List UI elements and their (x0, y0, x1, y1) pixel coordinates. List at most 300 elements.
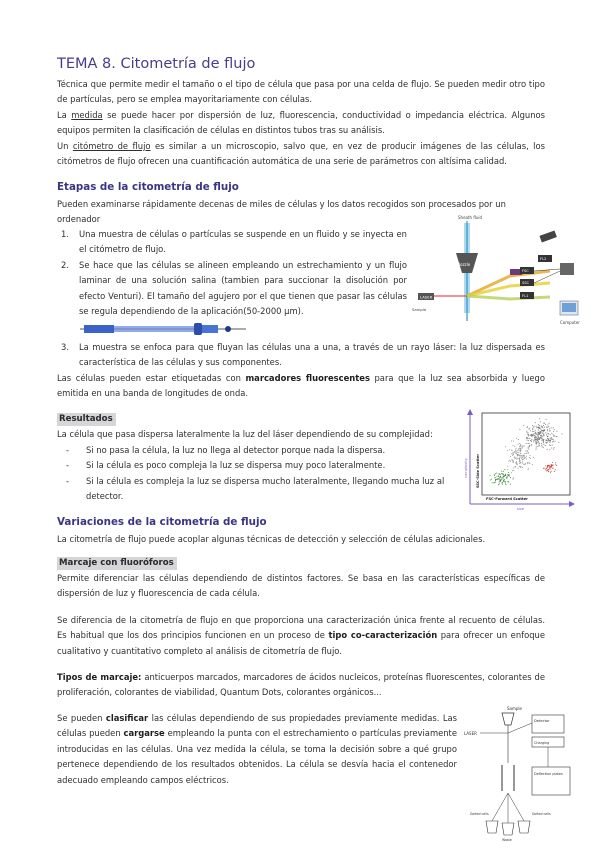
scatter-point (520, 462, 521, 463)
scatter-point (537, 440, 538, 441)
scatter-point (521, 455, 522, 456)
scatter-point (525, 457, 526, 458)
scatter-point (543, 442, 544, 443)
scatter-point (518, 455, 519, 456)
scatter-point (519, 458, 520, 459)
scatter-point (528, 435, 529, 436)
scatter-point (551, 439, 552, 440)
scatter-point (511, 459, 512, 460)
scatter-point (541, 445, 542, 446)
scatter-point (517, 458, 518, 459)
sorter-laser-label: LASER (464, 731, 477, 736)
scatter-point (527, 462, 528, 463)
sorter-charge-label: Charging (534, 741, 550, 745)
scatter-point (547, 440, 548, 441)
scatter-point (514, 452, 515, 453)
scatter-point (522, 463, 523, 464)
scatter-point (541, 440, 542, 441)
scatter-point (528, 443, 529, 444)
scatter-point (513, 479, 514, 480)
etapas-step (57, 227, 407, 258)
scatter-point (543, 444, 544, 445)
text-run: Se diferencia de la citometría de flujo en que proporciona una caracterización única frente al recuento de células. Es habitual que los dos principios funcionen en un proceso de (57, 615, 545, 641)
scatter-point (550, 469, 551, 470)
scatter-point (551, 427, 552, 428)
scatter-point (500, 474, 501, 475)
scatter-point (520, 460, 521, 461)
scatter-plot-figure (462, 408, 577, 513)
scatter-point (518, 448, 519, 449)
scatter-point (519, 461, 520, 462)
scatter-point (553, 434, 554, 435)
scatter-point (497, 479, 498, 480)
scatter-point (527, 450, 528, 451)
sorter-detector-label: Detector (534, 719, 550, 723)
scatter-point (527, 451, 528, 452)
scatter-point (504, 476, 505, 477)
sorter-right-label: Sorted cells (532, 812, 551, 816)
scatter-point (529, 463, 530, 464)
scatter-point (505, 475, 506, 476)
scatter-point (537, 438, 538, 439)
scatter-point (518, 452, 519, 453)
scatter-point (519, 460, 520, 461)
resultados-list (57, 443, 462, 505)
text-run: se puede hacer por dispersión de luz, fluorescencia, conductividad o impedancia eléctrica. Algunos equipos permiten la clasificación de células en distintos tubos tras su análisis. (57, 109, 545, 136)
scatter-point (529, 429, 530, 430)
scatter-point (528, 468, 529, 469)
scatter-point (533, 442, 534, 443)
scatter-point (546, 434, 547, 435)
scatter-point (516, 438, 517, 439)
scatter-point (495, 480, 496, 481)
scatter-point (509, 474, 510, 475)
scatter-point (546, 419, 547, 420)
scatter-point (546, 440, 547, 441)
scatter-point (507, 476, 508, 477)
underlined-term: medida (71, 109, 103, 120)
scatter-point (523, 456, 524, 457)
cell-sorter-diagram (462, 703, 582, 843)
scatter-point (533, 440, 534, 441)
scatter-point (503, 480, 504, 481)
label-ssc: SSC (522, 281, 530, 285)
etapas-lead: Pueden examinarse rápidamente decenas de miles de células y los datos recogidos son procesados por un ordenador (57, 199, 506, 225)
scatter-point (512, 470, 513, 471)
scatter-point (499, 477, 500, 478)
scatter-point (532, 464, 533, 465)
scatter-point (526, 431, 527, 432)
etapas-steps-list-continued (57, 340, 545, 371)
scatter-point (524, 453, 525, 454)
scatter-point (542, 433, 543, 434)
label-sample: Sample (412, 307, 427, 312)
scatter-point (539, 439, 540, 440)
scatter-point (519, 466, 520, 467)
scatter-point (558, 442, 559, 443)
scatter-point (513, 468, 514, 469)
scatter-point (531, 439, 532, 440)
scatter-point (543, 428, 544, 429)
scatter-point (521, 453, 522, 454)
scatter-point (510, 477, 511, 478)
label-fl2: FL2 (540, 257, 547, 261)
scatter-point (553, 431, 554, 432)
scatter-point (552, 445, 553, 446)
scatter-point (498, 476, 499, 477)
label-sheath: Sheath fluid (458, 215, 483, 220)
scatter-point (554, 429, 555, 430)
scatter-point (552, 439, 553, 440)
scatter-point (514, 456, 515, 457)
scatter-point (542, 446, 543, 447)
scatter-point (546, 471, 547, 472)
scatter-point (538, 429, 539, 430)
scatter-point (501, 483, 502, 484)
scatter-point (555, 469, 556, 470)
sorter-sample-label: Sample (507, 706, 522, 711)
scatter-point (495, 473, 496, 474)
scatter-point (505, 483, 506, 484)
scatter-point (542, 427, 543, 428)
scatter-point (501, 480, 502, 481)
scatter-point (505, 446, 506, 447)
scatter-point (546, 470, 547, 471)
scatter-point (547, 442, 548, 443)
flow-cytometer-diagram (410, 211, 592, 331)
scatter-point (555, 464, 556, 465)
scatter-point (542, 436, 543, 437)
scatter-point (514, 457, 515, 458)
sorter-left-label: Sorted cells (470, 812, 489, 816)
scatter-point (502, 478, 503, 479)
scatter-point (536, 446, 537, 447)
list-item-text: Si la célula es poco compleja la luz se dispersa muy poco lateralmente. (86, 460, 386, 471)
scatter-point (501, 479, 502, 480)
scatter-point (513, 445, 514, 446)
scatter-point (528, 452, 529, 453)
scatter-point (497, 476, 498, 477)
scatter-point (517, 450, 518, 451)
scatter-point (528, 469, 529, 470)
scatter-point (523, 459, 524, 460)
scatter-point (518, 454, 519, 455)
text-run: Las células pueden estar etiquetadas con (57, 373, 246, 383)
scatter-point (553, 449, 554, 450)
scatter-point (511, 441, 512, 442)
scatter-point (543, 440, 544, 441)
scatter-point (501, 477, 502, 478)
scatter-point (521, 446, 522, 447)
scatter-point (515, 462, 516, 463)
scatter-point (491, 479, 492, 480)
scatter-point (542, 430, 543, 431)
scatter-point (501, 473, 502, 474)
scatter-point (520, 444, 521, 445)
bold-term: clasificar (105, 713, 149, 723)
scatter-point (540, 438, 541, 439)
scatter-point (547, 449, 548, 450)
scatter-point (519, 443, 520, 444)
scatter-point (532, 431, 533, 432)
scatter-point (554, 471, 555, 472)
scatter-point (518, 468, 519, 469)
scatter-point (530, 440, 531, 441)
scatter-point (549, 468, 550, 469)
scatter-point (510, 456, 511, 457)
step-text: Una muestra de células o partículas se suspende en un fluido y se inyecta en el citómetro de flujo. (79, 229, 407, 255)
scatter-point (550, 430, 551, 431)
scatter-point (538, 436, 539, 437)
scatter-point (504, 481, 505, 482)
scatter-point (498, 474, 499, 475)
scatter-point (531, 444, 532, 445)
scatter-point (547, 436, 548, 437)
scatter-point (494, 482, 495, 483)
scatter-point (513, 461, 514, 462)
scatter-point (547, 427, 548, 428)
step-number: 2. (61, 259, 69, 270)
scatter-point (551, 438, 552, 439)
scatter-point (527, 434, 528, 435)
scatter-point (529, 428, 530, 429)
scatter-point (516, 459, 517, 460)
scatter-point (553, 467, 554, 468)
intro-paragraph-1: Técnica que permite medir el tamaño o el tipo de célula que pasa por una celda de flujo. Se pueden medir otro tipo de partículas, pero se emplea mayoritariamente con células. (57, 79, 545, 105)
scatter-point (540, 431, 541, 432)
page-title: TEMA 8. Citometría de flujo (57, 56, 256, 72)
list-item-text: Si la célula es compleja la luz se dispersa mucho lateralmente, llegando mucha luz al detector. (86, 475, 445, 502)
scatter-point (536, 443, 537, 444)
scatter-point (496, 473, 497, 474)
scatter-point (553, 441, 554, 442)
scatter-point (539, 418, 540, 419)
scatter-point (520, 456, 521, 457)
bold-term: tipo co-caracterización (328, 630, 438, 641)
scatter-point (535, 430, 536, 431)
scatter-point (531, 445, 532, 446)
scatter-point (519, 429, 520, 430)
label-fl1: FL1 (522, 294, 529, 298)
scatter-point (507, 466, 508, 467)
step-text: Se hace que las células se alineen empleando un estrechamiento y un flujo laminar de una solución salina (tambien para succionar la disolución por efecto Venturi). El tamaño del agujero por el que tienen que pasar las células se regula dependiendo de la aplicación(50-2000 µm). (79, 259, 407, 317)
scatter-point (553, 427, 554, 428)
scatter-point (555, 462, 556, 463)
scatter-point (506, 484, 507, 485)
scatter-point (548, 471, 549, 472)
scatter-point (536, 449, 537, 450)
scatter-point (543, 433, 544, 434)
scatter-point (527, 437, 528, 438)
section-heading-resultados: Resultados (57, 413, 116, 426)
scatter-point (503, 477, 504, 478)
scatter-point (538, 433, 539, 434)
scatter-point (538, 446, 539, 447)
scatter-point (508, 475, 509, 476)
intro-paragraph-3 (57, 139, 545, 170)
scatter-point (528, 448, 529, 449)
scatter-point (554, 436, 555, 437)
scatter-xlabel: FSC-Forward Scatter (486, 497, 528, 501)
scatter-point (554, 447, 555, 448)
scatter-point (527, 440, 528, 441)
scatter-point (539, 428, 540, 429)
scatter-point (541, 426, 542, 427)
scatter-point (528, 438, 529, 439)
scatter-point (523, 446, 524, 447)
scatter-point (505, 474, 506, 475)
step-number: 3. (61, 342, 69, 352)
scatter-point (531, 441, 532, 442)
text-run: las células dependiendo de sus propiedades previamente medidas. Las células pueden (57, 713, 457, 739)
scatter-point (551, 448, 552, 449)
scatter-point (528, 453, 529, 454)
section-heading-marcaje: Marcaje con fluoróforos (57, 557, 177, 570)
scatter-point (532, 435, 533, 436)
scatter-point (509, 449, 510, 450)
list-item: - Si la célula es poco compleja la luz se dispersa muy poco lateralmente. (66, 460, 386, 471)
scatter-point (543, 425, 544, 426)
scatter-point (545, 445, 546, 446)
scatter-point (532, 425, 533, 426)
scatter-point (498, 478, 499, 479)
scatter-point (546, 443, 547, 444)
scatter-point (533, 427, 534, 428)
scatter-point (522, 467, 523, 468)
scatter-point (508, 461, 509, 462)
scatter-point (544, 423, 545, 424)
text-run: para que la luz sea absorbida y luego emitida en una banda de longitudes de onda. (57, 373, 545, 399)
scatter-y-axis-label: complexity (464, 458, 468, 478)
resultados-lead: La célula que pasa dispersa lateralmente la luz del láser dependiendo de su complejidad: (57, 429, 433, 439)
scatter-point (520, 451, 521, 452)
marcaje-paragraph-2 (57, 613, 545, 659)
scatter-point (545, 432, 546, 433)
scatter-point (549, 449, 550, 450)
scatter-point (528, 433, 529, 434)
scatter-point (536, 439, 537, 440)
scatter-point (520, 445, 521, 446)
scatter-point (528, 436, 529, 437)
scatter-point (492, 482, 493, 483)
scatter-point (533, 434, 534, 435)
scatter-point (534, 435, 535, 436)
scatter-point (550, 440, 551, 441)
scatter-point (536, 426, 537, 427)
scatter-point (538, 444, 539, 445)
scatter-point (541, 429, 542, 430)
scatter-point (507, 450, 508, 451)
scatter-point (527, 432, 528, 433)
scatter-point (535, 436, 536, 437)
scatter-point (507, 469, 508, 470)
scatter-point (509, 460, 510, 461)
scatter-point (514, 446, 515, 447)
scatter-point (547, 433, 548, 434)
scatter-point (539, 432, 540, 433)
scatter-point (554, 435, 555, 436)
scatter-point (555, 441, 556, 442)
scatter-point (501, 471, 502, 472)
scatter-point (533, 457, 534, 458)
scatter-point (534, 437, 535, 438)
scatter-point (549, 423, 550, 424)
scatter-point (504, 469, 505, 470)
section-heading-etapas: Etapas de la citometría de flujo (57, 181, 239, 193)
scatter-point (539, 445, 540, 446)
scatter-point (537, 427, 538, 428)
scatter-point (519, 449, 520, 450)
scatter-point (523, 455, 524, 456)
scatter-point (529, 457, 530, 458)
scatter-point (553, 439, 554, 440)
marcaje-paragraph-3 (57, 670, 545, 701)
scatter-point (524, 464, 525, 465)
scatter-point (539, 438, 540, 439)
scatter-point (535, 441, 536, 442)
scatter-point (513, 441, 514, 442)
scatter-point (516, 463, 517, 464)
step-text: La muestra se enfoca para que fluyan las células una a una, a través de un rayo láser: la luz dispersada es característica de las células y sus componentes. (79, 342, 545, 368)
scatter-point (549, 428, 550, 429)
scatter-point (539, 427, 540, 428)
scatter-point (529, 446, 530, 447)
scatter-point (526, 459, 527, 460)
scatter-point (537, 434, 538, 435)
scatter-point (543, 468, 544, 469)
list-item: - Si no pasa la célula, la luz no llega al detector porque nada la dispersa. (66, 445, 386, 455)
text-run: para ofrecer un enfoque cualitativo y cuantitativo completo al análisis de citometría de flujo. (57, 630, 545, 656)
scatter-point (513, 452, 514, 453)
flow-nozzle-illustration (78, 319, 248, 339)
scatter-point (507, 477, 508, 478)
scatter-point (546, 467, 547, 468)
scatter-point (551, 433, 552, 434)
variaciones-lead: La citometría de flujo puede acoplar algunas técnicas de detección y selección de células adicionales. (57, 534, 486, 544)
scatter-point (503, 481, 504, 482)
scatter-point (533, 431, 534, 432)
scatter-point (490, 480, 491, 481)
scatter-point (530, 455, 531, 456)
scatter-point (535, 437, 536, 438)
scatter-point (522, 457, 523, 458)
scatter-point (515, 467, 516, 468)
scatter-point (499, 481, 500, 482)
text-run: anticuerpos marcados, marcadores de ácidos nucleicos, proteínas fluorescentes, colorantes de proliferación, colorantes de viabilidad, Quantum Dots, colorantes orgánicos... (57, 672, 545, 698)
scatter-point (545, 465, 546, 466)
scatter-point (537, 435, 538, 436)
scatter-point (538, 441, 539, 442)
scatter-point (542, 438, 543, 439)
scatter-point (524, 455, 525, 456)
sorter-waste-label: Waste (502, 838, 512, 842)
scatter-point (525, 463, 526, 464)
scatter-point (540, 435, 541, 436)
scatter-point (547, 425, 548, 426)
scatter-point (529, 443, 530, 444)
scatter-point (520, 467, 521, 468)
scatter-point (551, 437, 552, 438)
scatter-point (538, 424, 539, 425)
scatter-point (539, 434, 540, 435)
scatter-x-axis-label: size (517, 507, 524, 511)
scatter-point (552, 442, 553, 443)
scatter-point (547, 429, 548, 430)
label-laser: LASER (420, 294, 433, 300)
scatter-point (530, 430, 531, 431)
scatter-point (518, 439, 519, 440)
scatter-point (543, 430, 544, 431)
